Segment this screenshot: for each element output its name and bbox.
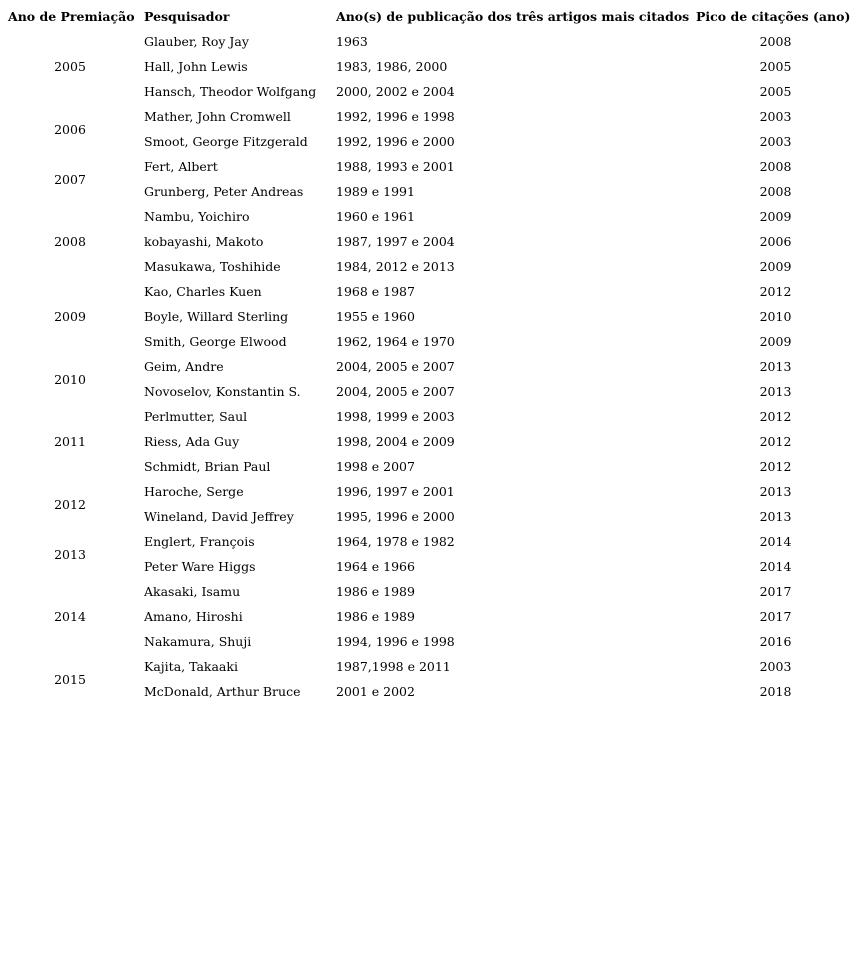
researcher-cell: Schmidt, Brian Paul [144, 459, 271, 474]
researcher-cell: Perlmutter, Saul [144, 409, 248, 424]
researcher-cell: Nakamura, Shuji [144, 634, 252, 649]
table-row [0, 529, 859, 554]
peak-citations-cell: 2008 [759, 184, 792, 199]
peak-citations-cell: 2012 [759, 409, 792, 424]
peak-citations-cell: 2009 [759, 259, 792, 274]
researcher-cell: Boyle, Willard Sterling [144, 309, 289, 324]
peak-citations-cell: 2013 [759, 484, 792, 499]
publication-years-cell: 1984, 2012 e 2013 [336, 259, 455, 274]
peak-citations-cell: 2008 [759, 34, 792, 49]
publication-years-cell: 1983, 1986, 2000 [336, 59, 448, 74]
table-row [0, 29, 859, 54]
peak-citations-cell: 2009 [759, 334, 792, 349]
researcher-cell: Fert, Albert [144, 159, 218, 174]
researcher-cell: Smoot, George Fitzgerald [144, 134, 308, 149]
publication-years-cell: 1962, 1964 e 1970 [336, 334, 455, 349]
table-row [0, 654, 859, 679]
award-year-cell: 2011 [54, 434, 86, 449]
researcher-cell: Wineland, David Jeffrey [144, 509, 294, 524]
peak-citations-cell: 2012 [759, 434, 792, 449]
header-peak-citations: Pico de citações (ano) [696, 9, 851, 24]
table-row [0, 104, 859, 129]
table-row [0, 404, 859, 429]
publication-years-cell: 1987, 1997 e 2004 [336, 234, 455, 249]
laureates-table [0, 4, 859, 704]
publication-years-cell: 1995, 1996 e 2000 [336, 509, 455, 524]
researcher-cell: Novoselov, Konstantin S. [144, 384, 301, 399]
peak-citations-cell: 2016 [759, 634, 792, 649]
table-body [0, 29, 859, 704]
publication-years-cell: 2000, 2002 e 2004 [336, 84, 455, 99]
peak-citations-cell: 2006 [759, 234, 792, 249]
award-year-cell: 2009 [54, 309, 86, 324]
researcher-cell: Geim, Andre [144, 359, 224, 374]
award-year-cell: 2013 [54, 546, 86, 562]
publication-years-cell: 1996, 1997 e 2001 [336, 484, 455, 499]
publication-years-cell: 1994, 1996 e 1998 [336, 634, 455, 649]
award-year-cell: 2010 [54, 371, 86, 387]
award-year-cell: 2008 [54, 234, 86, 249]
peak-citations-cell: 2005 [759, 59, 792, 74]
publication-years-cell: 1960 e 1961 [336, 209, 415, 224]
table-row [0, 354, 859, 379]
peak-citations-cell: 2012 [759, 459, 792, 474]
researcher-cell: Peter Ware Higgs [144, 559, 256, 574]
table-row [0, 479, 859, 504]
researcher-cell: Hall, John Lewis [144, 59, 248, 74]
publication-years-cell: 1964, 1978 e 1982 [336, 534, 455, 549]
award-year-cell: 2014 [54, 609, 86, 624]
researcher-cell: Smith, George Elwood [144, 334, 287, 349]
peak-citations-cell: 2013 [759, 359, 792, 374]
researcher-cell: Nambu, Yoichiro [144, 209, 250, 224]
table-row [0, 579, 859, 604]
table-row [0, 204, 859, 229]
publication-years-cell: 1998, 1999 e 2003 [336, 409, 455, 424]
publication-years-cell: 1992, 1996 e 1998 [336, 109, 455, 124]
header-publication-years: Ano(s) de publicação dos três artigos mais citados [336, 9, 690, 24]
publication-years-cell: 1989 e 1991 [336, 184, 415, 199]
publication-years-cell: 1998 e 2007 [336, 459, 415, 474]
peak-citations-cell: 2013 [759, 384, 792, 399]
publication-years-cell: 1987,1998 e 2011 [336, 659, 451, 674]
peak-citations-cell: 2014 [759, 534, 792, 549]
publication-years-cell: 1963 [336, 34, 368, 49]
publication-years-cell: 1988, 1993 e 2001 [336, 159, 455, 174]
publication-years-cell: 2001 e 2002 [336, 684, 415, 699]
peak-citations-cell: 2013 [759, 509, 792, 524]
publication-years-cell: 1955 e 1960 [336, 309, 415, 324]
peak-citations-cell: 2003 [759, 659, 792, 674]
peak-citations-cell: 2005 [759, 84, 792, 99]
peak-citations-cell: 2009 [759, 209, 792, 224]
researcher-cell: Kao, Charles Kuen [144, 284, 262, 299]
header-row [0, 4, 859, 29]
peak-citations-cell: 2012 [759, 284, 792, 299]
researcher-cell: Masukawa, Toshihide [144, 259, 281, 274]
award-year-cell: 2015 [54, 671, 86, 687]
researcher-cell: Riess, Ada Guy [144, 434, 240, 449]
peak-citations-cell: 2017 [759, 609, 792, 624]
award-year-cell: 2012 [54, 496, 86, 512]
publication-years-cell: 1986 e 1989 [336, 584, 415, 599]
publication-years-cell: 1986 e 1989 [336, 609, 415, 624]
peak-citations-cell: 2003 [759, 109, 792, 124]
publication-years-cell: 1968 e 1987 [336, 284, 415, 299]
peak-citations-cell: 2014 [759, 559, 792, 574]
publication-years-cell: 2004, 2005 e 2007 [336, 359, 455, 374]
researcher-cell: kobayashi, Makoto [144, 234, 264, 249]
table-row [0, 279, 859, 304]
table-row [0, 154, 859, 179]
researcher-cell: Kajita, Takaaki [144, 659, 238, 674]
researcher-cell: Akasaki, Isamu [144, 584, 241, 599]
researcher-cell: McDonald, Arthur Bruce [144, 684, 301, 699]
researcher-cell: Glauber, Roy Jay [144, 34, 249, 49]
researcher-cell: Amano, Hiroshi [144, 609, 243, 624]
peak-citations-cell: 2017 [759, 584, 792, 599]
award-year-cell: 2006 [54, 121, 86, 137]
header-researcher: Pesquisador [144, 9, 230, 24]
researcher-cell: Grunberg, Peter Andreas [144, 184, 304, 199]
researcher-cell: Englert, François [144, 534, 255, 549]
peak-citations-cell: 2008 [759, 159, 792, 174]
researcher-cell: Haroche, Serge [144, 484, 244, 499]
peak-citations-cell: 2003 [759, 134, 792, 149]
award-year-cell: 2007 [54, 171, 86, 187]
header-award-year: Ano de Premiação [8, 9, 135, 24]
publication-years-cell: 1998, 2004 e 2009 [336, 434, 455, 449]
publication-years-cell: 1992, 1996 e 2000 [336, 134, 455, 149]
publication-years-cell: 2004, 2005 e 2007 [336, 384, 455, 399]
peak-citations-cell: 2018 [759, 684, 792, 699]
researcher-cell: Hansch, Theodor Wolfgang [144, 84, 317, 99]
researcher-cell: Mather, John Cromwell [144, 109, 291, 124]
publication-years-cell: 1964 e 1966 [336, 559, 415, 574]
award-year-cell: 2005 [54, 59, 86, 74]
peak-citations-cell: 2010 [759, 309, 792, 324]
